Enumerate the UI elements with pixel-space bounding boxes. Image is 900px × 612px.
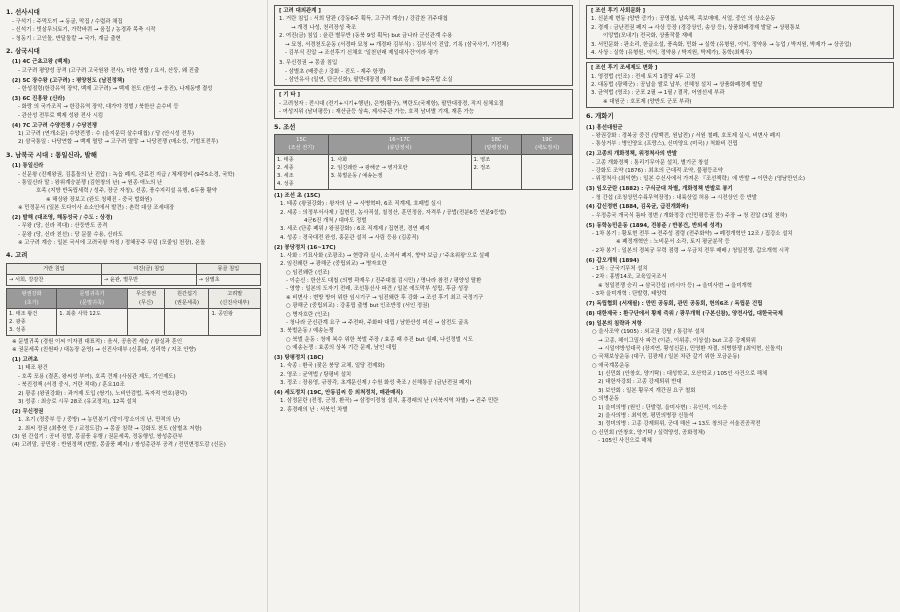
text-line: 3. 세조 (단종 폐위 / 왕권강화) : 6조 직계제 / 집현전, 경연 폐지 <box>280 226 430 233</box>
subsection-title: (2) 붕당정치 (16~17C) <box>274 244 336 251</box>
text-line: ※ 문벌귀족 (경원 이씨 이자겸 대표적) : 음서, 공음전 세습 / 왕실과 혼인 <box>12 338 183 345</box>
subsection-title: (2) 발해 (대조영, 해동성국 / 수도 : 상경) <box>12 214 113 221</box>
text-line: 2. 흥경래의 난 : 서북인 차별 <box>280 406 348 413</box>
table-header: 문벌귀족기 (문벌귀족) <box>57 289 127 308</box>
text-line: → 시일야방성대곡 (장지연, 황성신문), 민영환 자결, 의병항쟁 (최익현, 신돌석) <box>598 345 783 352</box>
text-line: - 통일신라 말 : 왕위계승분쟁 (김헌창의 난) → 원종·애노의 난 <box>18 179 163 186</box>
joseon-period-table <box>274 134 573 189</box>
table-cell: 1. 태종 2. 세종 3. 세조 4. 성종 <box>275 154 329 189</box>
text-line: 3. 북벌운동 / 예송논쟁 <box>280 328 334 335</box>
table-header: 원간섭기 (권문세족) <box>165 289 209 308</box>
text-line: 2. 최씨 정권 (최충헌 등 / 교정도감) → 몽골 침략 → 강화도 천도 (삼별초 저항) <box>18 425 202 432</box>
text-line: - 강화도 조약 (1876) : 최초의 근대적 조약, 불평등조약 <box>592 167 723 174</box>
text-line: - 통상거부 : 병인양요 (프랑스), 신미양요 (미국) / 척화비 건립 <box>592 141 738 148</box>
subsection-title: (2) 고종의 개화정책, 위정척사의 반발 <box>586 151 678 158</box>
text-line: - 2차 : 홍범14조, 교육입국조서 <box>592 274 667 281</box>
text-line: 2. 임진왜란 → 광해군 (중립외교) → 병자호란 <box>280 261 387 268</box>
text-line: - 신석기 : 빗살무늬토기, 가락바퀴 → 움집 / 농경과 목축 시작 <box>12 27 156 34</box>
text-line: 이앙법(모내기) 전국화, 상품작물 재배 <box>603 33 693 40</box>
subsection-title: (1) 조선 초 (15C) <box>274 192 321 199</box>
table-cell: 1. 태조 왕건 2. 광종 3. 성종 <box>7 308 57 335</box>
text-line: 1. 신분제 변동 (양반 증가) : 공명첩, 납속책, 족보매매, 서얼, 중인 의 상소운동 <box>591 16 776 23</box>
text-line: ○ 북벌 운동 : 청에 복수 위한 북벌 주장 / 효종 때 추진 but 실패, 나선정벌 시도 <box>286 336 474 343</box>
text-line: 호족 (지방 반독립세력 / 성주, 장군 자칭), 선종, 풍수지리설 유행, 6두품 활약 <box>36 188 217 195</box>
text-line: - 삼별초 (배중손 / 강화 - 진도 - 제주 항쟁) <box>285 68 386 75</box>
text-line: 1. 태종 (왕권강화) : 왕자의 난 → 사병혁파, 6조 직계제, 호패법 실시 <box>280 201 442 208</box>
subsection-title: (4) 7C 고구려 수양전쟁 / 수당전쟁 <box>12 122 98 129</box>
text-line: 2. 경제 : 금난전권 폐지 → 사상 등장 (경강상인, 송상 등), 상품화폐경제 발달 → 상평통보 <box>591 24 801 31</box>
section-title: 2. 삼국시대 <box>6 47 40 56</box>
column-2 <box>268 0 580 612</box>
text-line: - 위정척사 (최익현) : 일본 수신사에서 가져온 『조선책략』에 반발 → 이만손 (영남만인소) <box>592 176 805 183</box>
text-line: 2. 대동법 (광해군) : 공납을 쌀로 납부, 선혜청 설치 → 상품화폐경제 발달 <box>591 82 763 88</box>
invasion-table <box>6 263 261 286</box>
section-title: 4. 고려 <box>6 251 28 260</box>
text-line: ※ 대원군 : 호포제 (양반도 군포 부과) <box>603 98 692 105</box>
table-cell: 1. 공민왕 <box>209 308 261 335</box>
table-cell: 1. 최충 사학 12도 <box>57 308 127 335</box>
text-line: 3. 균역법 (영조) : 군포 2필 → 1필 / 결작, 어염선세 부과 <box>591 90 725 97</box>
table-header: 왕권강화 (초기) <box>7 289 57 308</box>
text-line: 2) 을사의병 : 최익현, 평민의병장 신돌석 <box>598 412 694 419</box>
box-title: [ 고려 대외관계 ] <box>279 8 321 14</box>
text-line: 4. 성종 : 경국대전 완성, 홍문관 설치 → 사림 등용 (김종직) <box>280 234 419 241</box>
info-box <box>586 62 894 108</box>
table-header: 19C (세도정치) <box>522 135 573 154</box>
subsection-title: (2) 무신정권 <box>12 408 44 415</box>
info-box <box>586 5 894 59</box>
table-cell <box>522 154 573 189</box>
column-3 <box>580 0 900 612</box>
text-line: - 고종 개화정책 : 통리기무아문 설치, 별기군 창설 <box>592 159 709 166</box>
text-line: - 무왕 (당, 신라 적대) : 산둥반도 공격 <box>18 223 108 230</box>
subsection-title: (4) 갑신정변 (1884, 김옥균, 급진개화파) <box>586 204 689 211</box>
subsection-title: (3) 탕평정치 (18C) <box>274 354 324 361</box>
text-line: 1. 삼정문란 (전정, 군정, 환곡) → 삼정이정청 설치, 홍경래의 난 (서북지역 차별) → 진주 민란 <box>280 398 499 405</box>
text-line: - 2차 봉기 : 일본의 경복궁 무력 점령 → 우금치 전투 패배 / 청일전쟁, 갑오개혁 시작 <box>592 247 790 254</box>
text-line: 4군6진 개척 / 대마도 정벌 <box>304 217 367 224</box>
text-line: - 1차 : 군국기무처 설치 <box>592 266 648 273</box>
text-line: - 여성지위 (남녀평등) : 재산균등 상속, 제사주관 가능, 호적 남녀별 기재, 재혼 가능 <box>279 109 475 116</box>
section-title: 5. 조선 <box>274 122 296 131</box>
text-line: 1) 을미의병 (원인 : 단발령, 을미사변) : 유인석, 이소응 <box>598 404 728 411</box>
text-line: ※ 민정문서 (일본 도다이사 쇼소인에서 발견) : 촌락 대상 조세대장 <box>18 205 175 212</box>
text-line: - 영향 : 일본의 도자기 전래, 조선통신사 파견 / 일본 에도막부 성립, 후금 성장 <box>286 286 469 293</box>
text-line: ○ 광해군 (중립외교) : 강홍립 출병 but 인조반정 (서인 정권) <box>286 303 430 310</box>
text-line: 1. 사화 : 기묘사화 (조광조) → 현량과 실시, 소격서 폐지, 향약 보급 / '주초위왕'으로 실패 <box>280 252 490 259</box>
text-line: 1) 태조 왕건 <box>18 365 48 372</box>
subsection-title: (4) 세도정치 (19C, 안동김씨 등 외척정치, 매관매직) <box>274 389 403 396</box>
text-line: 1) 신민회 (안창호, 양기탁) : 대성학교, 오산학교 / 105인 사건으로 해체 <box>598 371 768 378</box>
text-line: → 고종, 헤이그밀사 파견 (이준, 이위종, 이상설) but 고종 강제퇴위 <box>598 337 757 344</box>
table-header: 16~17C (붕당정치) <box>328 135 471 154</box>
text-line: - 청나라 군신관계 요구 → 주전파, 주화파 대립 / 남한산성 피신 → 삼전도 굴욕 <box>286 319 469 326</box>
text-line: - 삼안유사 (일연, 단군신화), 팔만대장경 제작 but 몽골에 9층목탑 소실 <box>285 77 453 83</box>
text-line: ※ 해상왕 장보고 (완도 청해진 - 중국 벌화원) <box>46 196 152 203</box>
text-line: ○ 의병운동 <box>592 396 620 403</box>
text-line: ○ 예송논쟁 : 효종의 상복 기간 문제, 남인 대립 <box>286 345 397 352</box>
subsection-title: (5) 동학농민운동 (1894, 전봉준 / 반봉건, 반외세 성격) <box>586 222 723 229</box>
table-header: 18C (탕평정치) <box>471 135 522 154</box>
text-line: 3. 서민문화 : 판소리, 한글소설, 풍속화, 민화 → 실학 (유형원, 이익, 정약용 → 농업 / 박지원, 박제가 → 상공업) <box>591 41 852 48</box>
subsection-title: (7) 독립협회 (서재필) : 만민 공동회, 관민 공동회, 헌의6조 / 독립문 건립 <box>586 301 763 308</box>
text-line: 3) 보안회 : 일본 황무지 개간권 요구 철회 <box>598 387 696 394</box>
text-line: - 이순신 : 한산도 대첩 (의병 곽재우 / 진주대첩 김시민) / 명나라 참전 / 평양성 탈환 <box>286 278 482 285</box>
text-line: → 묘청, 서경천도운동 (서경파 묘청 ↔ 개경파 김부식) : 김부식이 진압, 기록 (삼국사기, 기전체) <box>285 41 509 48</box>
text-line: 3. 정조 : 장용영, 규장각, 초계문신제 / 수원 화성 축조 / 신해통공 (금난전권 폐지) <box>280 380 472 387</box>
text-line: 1. 거란 침입 : 서희 담판 (강동6주 획득, 고구려 계승) / 강감찬 귀주대첩 <box>279 16 448 23</box>
text-line: - 관산성 전투로 백제 성왕 전사 시킴 <box>18 112 104 119</box>
box-title: [ 조선 후기 사회문화 ] <box>591 8 646 14</box>
text-line: 3) 성종 : 최승로 시무 28조 (유교정치), 12목 설치 <box>18 398 137 405</box>
text-line: - 고구려 평양성 공격 (고구려 고국원왕 전사), 마한 병합 / 요서, 산둥, 왜 진출 <box>18 67 200 74</box>
subsection-title: (1) 흥선대원군 <box>586 124 623 131</box>
text-line: - 문왕 (당, 신라 친선) : 당 문물 수용, 신라도 <box>18 231 123 238</box>
subsection-title: (3) 임오군란 (1882) : 구식군대 차별, 개화정책 반발로 봉기 <box>586 186 733 193</box>
subsection-title: (8) 대한제국 : 환구단에서 황제 즉위 / 광무개혁 (구본신참), 양전사업, 대한국국제 <box>586 310 783 317</box>
table-header: 여진(금) 침입 <box>101 264 196 275</box>
section-title: 6. 개화기 <box>586 112 614 121</box>
text-line: - 105인 사건으로 해체 <box>598 438 652 445</box>
text-line: 3. 무신정권 → 몽골 침입 <box>279 60 338 67</box>
text-line: ○ 국채보상운동 (대구, 김광제 / 일본 차관 갚기 위한 모금운동) <box>592 354 740 361</box>
text-line: - 한성점령(한강유역 장악, 백제 고구려) → 백제 천도 (한성 → 웅진), 나제동맹 결성 <box>18 86 213 93</box>
text-line: 3) 정미의병 : 고종 강제퇴위, 군대 해산 → 13도 창의군 서울진공작전 <box>598 421 761 428</box>
subsection-title: (1) 4C 근초고왕 (백제) <box>12 59 71 66</box>
text-line: - 왕권강화 : 경복궁 중건 (당백전, 원납전) / 서원 철폐, 호포제 실시, 비변사 폐지 <box>592 132 781 139</box>
text-line: ○ 임진왜란 (선조) <box>286 269 330 276</box>
text-line: ※ 비변사 : 변방 방어 위한 임시기구 → 임진왜란 후 강화 → 조선 후기 최고 국정기구 <box>286 294 484 301</box>
text-line: ○ 을사조약 (1905) : 외교권 강탈 / 통감부 설치 <box>592 329 705 336</box>
table-cell: 1. 영조 2. 정조 <box>471 154 522 189</box>
text-line: 2) 광종 (왕권강화) : 과거제 도입 (쌍기), 노비안검법, 독자적 연호(광덕) <box>18 390 188 397</box>
text-line: (3) 원 간섭기 : 공녀 징발, 몽골풍 유행 / 권문세족, 정동행성, 쌍성총관부 <box>12 433 183 440</box>
table-header: 무신정권 (무신) <box>127 289 165 308</box>
text-line: - 김부식 진압 → 조선후기 신채호 '일천년래 제일대사건'이라 평가 <box>285 49 439 56</box>
text-line: - 우정총국 개국식 틈타 정변 / 개화정강 (인민평등권 등) 주장 → 청 진압 (3일 천하) <box>592 212 788 219</box>
period-table <box>6 288 261 335</box>
section-title: 3. 남북국 시대 : 통일신라, 발해 <box>6 150 97 159</box>
text-line: ※ 권문세족 (친원파 / 대농장 운영) → 신진사대부 (신흥파, 성리학 / 지조 안향) <box>12 347 196 354</box>
subsection-title: (3) 6C 진흥왕 (신라) <box>12 95 65 102</box>
table-cell <box>127 308 165 335</box>
text-line: 2. 영조 : 균역법 / 탕평비 설치 <box>280 371 352 378</box>
text-line: - 청 간섭 (조청상민수륙무역장정) : 내륙상업 허용 → 시전상인 등 반발 <box>592 194 758 201</box>
text-line: ※ 청일전쟁 승리 → 삼국간섭 (러시아 등) → 을미사변 → 을미개혁 <box>598 282 752 289</box>
text-line: - 신문왕 (진제왕권, 김흠돌의 난 진압) : 녹읍 폐지, 관료전 지급 / 체제정비 (9주5소경, 국학) <box>18 171 235 178</box>
subsection-title: (1) 통일신라 <box>12 163 44 170</box>
text-line: 4. 사상 : 실학 (유형원, 이익, 정약용 / 박지원, 박제가), 동학(최제우) <box>591 49 752 56</box>
box-title: [ 조선 후기 조세제도 변화 ] <box>591 65 658 72</box>
table-cell: → 윤관, 별무반 <box>101 275 196 286</box>
text-line: ○ 애국계몽운동 <box>592 362 630 369</box>
text-line: ○ 신민회 (안창호, 양기탁 / 실력양성, 공화정체) <box>592 429 705 436</box>
text-line: - 고려청자 : 전시대 (전기+시기+행년), 은병(활구), 벽란도(국제항), 팔만대장경, 직지 심체요절 <box>279 100 504 107</box>
text-line: - 3차 을미개혁 : 단발령, 태양력 <box>592 291 667 298</box>
text-line: 1) 고구려 (연개소문) 수양전쟁 : 수 (을지문덕 살수대첩) / 당 (안시성 전투) <box>18 130 195 137</box>
table-header: 몽골 침입 <box>196 264 260 275</box>
text-line: → 개경 나성, 천리장성 축조 <box>291 24 357 31</box>
column-1 <box>0 0 268 612</box>
subsection-title: (1) 고려초 <box>12 357 39 363</box>
text-line: - 구석기 : 주먹도끼 → 동굴, 막집 / 수렵과 채집 <box>12 18 123 25</box>
table-cell: → 삼별초 <box>196 275 260 286</box>
text-line: ※ 폐정개혁안 : 노비문서 소각, 토지 평균분작 등 <box>616 239 730 246</box>
text-line: 1. 초기 (정중부 등 / 중방) → 농민봉기 (망이·망소이의 난, 만적의 난) <box>18 417 180 424</box>
text-line: - 청동기 : 고인돌, 반달돌칼 → 국가, 계급 출현 <box>12 35 121 42</box>
text-line: ※ 고구려 계승 : 일본 국서에 고려국왕 자칭 / 정혜공주 무덤 (모줄임 천장), 온돌 <box>18 240 206 247</box>
text-line: - 1차 봉기 : 황토현 전투 → 전주성 점령 (전주화약) → 폐정개혁안 12조 / 집강소 설치 <box>592 231 793 238</box>
subsection-title: (9) 일본의 침략과 저항 <box>586 320 642 327</box>
box-title: [ 기 타 ] <box>279 92 300 99</box>
text-line: - 호족 포용 (결혼, 왕씨성 부여), 호족 견제 (사심관 제도, 기인제도) <box>18 373 176 380</box>
table-cell: 1. 사화 2. 임진왜란 → 광해군 → 병자호란 3. 북벌운동 / 예송논쟁 <box>328 154 471 189</box>
text-line: - 북진정책 (서경 중시, 거란 적대) / 훈요10조 <box>18 382 125 389</box>
text-line: 1. 영정법 (인조) : 전세 토지 1결당 4두 고정 <box>591 73 696 80</box>
table-header: 15C (조선 전기) <box>275 135 329 154</box>
table-cell: → 서희, 강감찬 <box>7 275 102 286</box>
text-line: (4) 고려말, 공민왕 : 반원정책 (변발, 몽골풍 폐지) / 쌍성총관부 공격 / 전민변정도감 (신돈) <box>12 442 226 449</box>
table-header: 고려말 (신진사대부) <box>209 289 261 308</box>
table-header: 거란 침입 <box>7 264 102 275</box>
text-line: - 화랑 의 국가조직 → 한강유역 장악, 대가야 정벌 / 북한산 순수비 등 <box>18 104 179 111</box>
text-line: ○ 병자호란 (인조) <box>286 311 330 318</box>
table-cell <box>165 308 209 335</box>
info-box <box>274 89 573 118</box>
text-line: 2. 세종 : 의정부서사제 / 집현전, 농사직설, 칠정산, 훈민정음, 자격루 / 공법(전분6등 연분9등법) <box>280 209 507 216</box>
subsection-title: (2) 5C 장수왕 (고구려) : 평양천도 (남진정책) <box>12 77 125 84</box>
text-line: 2) 삼국통일 : 나당연합 → 백제 멸망 → 고구려 멸망 → 나당전쟁 (매소성, 기벌포전투) <box>18 139 219 146</box>
info-box <box>274 5 573 86</box>
text-line: 2) 대한자강회 : 고종 강제퇴위 반대 <box>598 379 682 386</box>
section-title: 1. 선사시대 <box>6 8 40 16</box>
text-line: 1. 숙종 : 환국 (잦은 붕당 교체, 일당 전제화) <box>280 363 385 370</box>
subsection-title: (6) 갑오개혁 (1894) <box>586 257 640 264</box>
text-line: 2. 여진(금) 침입 : 윤관 별무반 (동북 9성 획득) but 금나라 군신관계 수용 <box>279 33 453 40</box>
